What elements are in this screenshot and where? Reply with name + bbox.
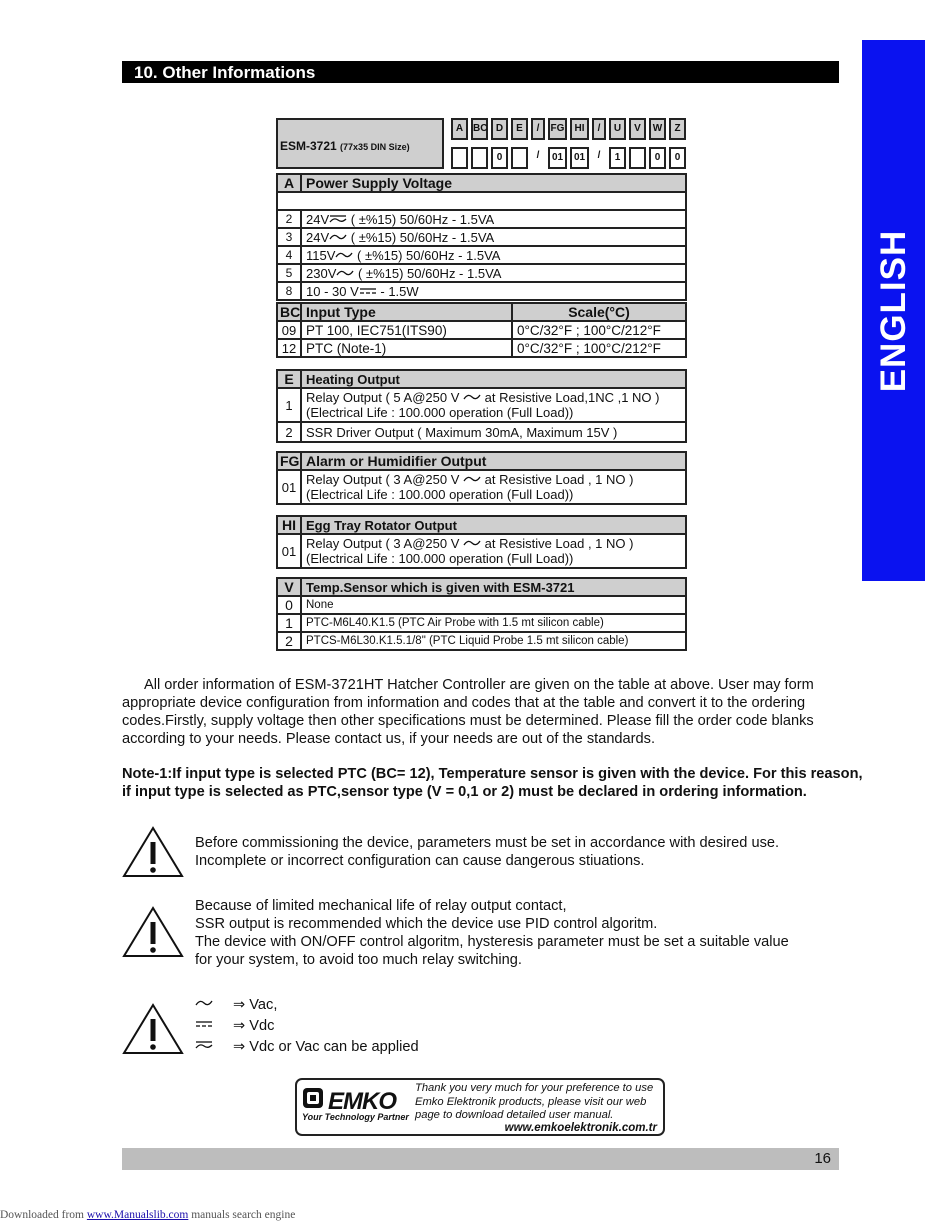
- table-row: [277, 422, 686, 442]
- code-value: [451, 147, 468, 169]
- table-key: E: [277, 370, 301, 388]
- code-value: 01: [570, 147, 589, 169]
- ac-symbol-icon: [329, 232, 347, 242]
- table-key: V: [277, 578, 301, 596]
- code-letter: A: [451, 118, 468, 140]
- table-key: A: [277, 174, 301, 192]
- code-letter: W: [649, 118, 666, 140]
- row-code: 01: [277, 534, 301, 568]
- code-value: 0: [669, 147, 686, 169]
- thanks-text: Thank you very much for your preference to use Emko Elektronik products, please visit our web page to download detailed user manual.: [415, 1082, 654, 1121]
- model-name: ESM-3721: [280, 139, 337, 153]
- table-key: HI: [277, 516, 301, 534]
- row-code: 2: [277, 422, 301, 442]
- ac-dc-symbol-icon: [329, 214, 347, 224]
- emko-logo-icon: [302, 1087, 324, 1109]
- row-value: 24V ( ±%15) 50/60Hz - 1.5VA: [301, 210, 686, 228]
- row-value: 24V ( ±%15) 50/60Hz - 1.5VA: [301, 228, 686, 246]
- ac-symbol-icon: [335, 250, 353, 260]
- row-code: 1: [277, 388, 301, 422]
- code-letter: /: [592, 118, 606, 140]
- table-title: Alarm or Humidifier Output: [301, 452, 686, 470]
- code-value: 01: [548, 147, 567, 169]
- table-key: BC: [277, 303, 301, 321]
- footer-bar: [122, 1148, 839, 1170]
- dc-symbol-icon: [359, 286, 377, 296]
- alarm-output-table: [276, 451, 687, 505]
- language-label: ENGLISH: [873, 229, 913, 392]
- egg-tray-table: [276, 515, 687, 569]
- legend-text: ⇒ Vdc or Vac can be applied: [233, 1039, 419, 1055]
- table-row: [277, 282, 686, 300]
- model-box: [276, 118, 444, 169]
- ac-symbol-icon: [195, 998, 213, 1008]
- row-code: 5: [277, 264, 301, 282]
- emko-footer-box: [295, 1078, 665, 1136]
- tagline: Your Technology Partner: [302, 1112, 409, 1122]
- table-row: [277, 534, 686, 568]
- row-scale: 0°C/32°F ; 100°C/212°F: [512, 339, 686, 357]
- table-key: FG: [277, 452, 301, 470]
- warning-icon: [122, 906, 184, 958]
- emko-logo: [302, 1085, 412, 1115]
- page-number: 16: [814, 1150, 831, 1167]
- table-row: [277, 321, 686, 339]
- row-code: 3: [277, 228, 301, 246]
- table-row: [277, 388, 686, 422]
- table-row: [277, 228, 686, 246]
- order-info-paragraph: All order information of ESM-3721HT Hatcher Controller are given on the table at above. User may form appropriate device configuration from information and codes that at the table and convert it to the ordering codes.Firstly, supply voltage then other specifications must be determined. Please fill the order code blanks according to your needs. Please contact us, if your needs are out of the standards.: [122, 677, 814, 747]
- table-row: [277, 339, 686, 357]
- row-scale: 0°C/32°F ; 100°C/212°F: [512, 321, 686, 339]
- row-value: Relay Output ( 3 A@250 V at Resistive Load , 1 NO ) (Electrical Life : 100.000 operation (Full Load)): [301, 470, 686, 504]
- row-code: 2: [277, 632, 301, 650]
- sensor-table: [276, 577, 687, 651]
- code-letter: FG: [548, 118, 567, 140]
- table-title: Power Supply Voltage: [301, 174, 686, 192]
- ac-symbol-icon: [463, 392, 481, 402]
- language-tab: [862, 40, 925, 581]
- power-supply-table: [276, 173, 687, 301]
- row-value: SSR Driver Output ( Maximum 30mA, Maximum 15V ): [301, 422, 686, 442]
- input-type-table: [276, 302, 687, 358]
- code-letter: BC: [471, 118, 488, 140]
- row-code: 0: [277, 596, 301, 614]
- order-code-letters: [451, 118, 689, 140]
- download-note: [0, 1209, 295, 1221]
- code-letter: HI: [570, 118, 589, 140]
- heating-output-table: [276, 369, 687, 443]
- emko-logo-text: EMKO: [328, 1088, 396, 1115]
- row-code: 1: [277, 614, 301, 632]
- model-size: (77x35 DIN Size): [340, 142, 410, 152]
- code-letter: Z: [669, 118, 686, 140]
- table-row: [277, 596, 686, 614]
- code-letter: E: [511, 118, 528, 140]
- row-code: 4: [277, 246, 301, 264]
- ac-symbol-icon: [463, 474, 481, 484]
- code-value: [629, 147, 646, 169]
- row-value: Relay Output ( 5 A@250 V at Resistive Load,1NC ,1 NO ) (Electrical Life : 100.000 operation (Full Load)): [301, 388, 686, 422]
- table-row: [277, 614, 686, 632]
- download-suffix: manuals search engine: [188, 1209, 296, 1221]
- warning-text-2: Because of limited mechanical life of relay output contact, SSR output is recommended which the device use PID control algoritm. The device with ON/OFF control algoritm, hysteresis parameter must be set a suitable value for your system, to avoid too much relay switching.: [195, 898, 789, 968]
- row-value: PT 100, IEC751(ITS90): [301, 321, 512, 339]
- row-code: 09: [277, 321, 301, 339]
- row-value: 115V ( ±%15) 50/60Hz - 1.5VA: [301, 246, 686, 264]
- ac-dc-symbol-icon: [195, 1040, 213, 1050]
- table-title: Heating Output: [301, 370, 686, 388]
- row-value: 10 - 30 V - 1.5W: [301, 282, 686, 300]
- order-code-values: [451, 147, 689, 169]
- row-code: 2: [277, 210, 301, 228]
- legend-text: ⇒ Vac,: [233, 997, 278, 1013]
- row-value: 230V ( ±%15) 50/60Hz - 1.5VA: [301, 264, 686, 282]
- table-row: [277, 264, 686, 282]
- code-value: 0: [649, 147, 666, 169]
- code-value: 1: [609, 147, 626, 169]
- row-value: PTC-M6L40.K1.5 (PTC Air Probe with 1.5 mt silicon cable): [301, 614, 686, 632]
- code-value: /: [536, 150, 540, 161]
- code-value: 0: [491, 147, 508, 169]
- table-row: [277, 470, 686, 504]
- table-row: [277, 246, 686, 264]
- code-letter: U: [609, 118, 626, 140]
- table-row: [277, 632, 686, 650]
- row-code: 01: [277, 470, 301, 504]
- download-prefix: Downloaded from: [0, 1209, 87, 1221]
- scale-title: Scale(°C): [512, 303, 686, 321]
- code-value: [511, 147, 528, 169]
- dc-symbol-icon: [195, 1019, 213, 1029]
- section-title: 10. Other Informations: [134, 63, 316, 82]
- code-letter: D: [491, 118, 508, 140]
- table-title: Temp.Sensor which is given with ESM-3721: [301, 578, 686, 596]
- warning-icon: [122, 826, 184, 878]
- row-code: 8: [277, 282, 301, 300]
- ac-symbol-icon: [463, 538, 481, 548]
- code-value: [471, 147, 488, 169]
- row-value: None: [301, 596, 686, 614]
- row-value: Relay Output ( 3 A@250 V at Resistive Load , 1 NO ) (Electrical Life : 100.000 operation (Full Load)): [301, 534, 686, 568]
- row-value: PTCS-M6L30.K1.5.1/8" (PTC Liquid Probe 1.5 mt silicon cable): [301, 632, 686, 650]
- table-title: Egg Tray Rotator Output: [301, 516, 686, 534]
- manualslib-link[interactable]: www.Manualslib.com: [86, 1209, 189, 1221]
- code-letter: /: [531, 118, 545, 140]
- code-value: /: [597, 150, 601, 161]
- ac-symbol-icon: [336, 268, 354, 278]
- warning-text-1: Before commissioning the device, parameters must be set in accordance with desired use. Incomplete or incorrect configuration can cause dangerous stiuations.: [195, 835, 780, 869]
- warning-icon: [122, 1003, 184, 1055]
- legend-text: ⇒ Vdc: [233, 1018, 275, 1034]
- website-text: www.emkoelektronik.com.tr: [504, 1122, 657, 1134]
- row-value: PTC (Note-1): [301, 339, 512, 357]
- row-code: 12: [277, 339, 301, 357]
- table-row: [277, 210, 686, 228]
- code-letter: V: [629, 118, 646, 140]
- section-header: [122, 61, 839, 83]
- table-title: Input Type: [301, 303, 512, 321]
- note-1: Note-1:If input type is selected PTC (BC= 12), Temperature sensor is given with the device. For this reason, if input type is selected as PTC,sensor type (V = 0,1 or 2) must be declared in ordering information.: [122, 766, 863, 800]
